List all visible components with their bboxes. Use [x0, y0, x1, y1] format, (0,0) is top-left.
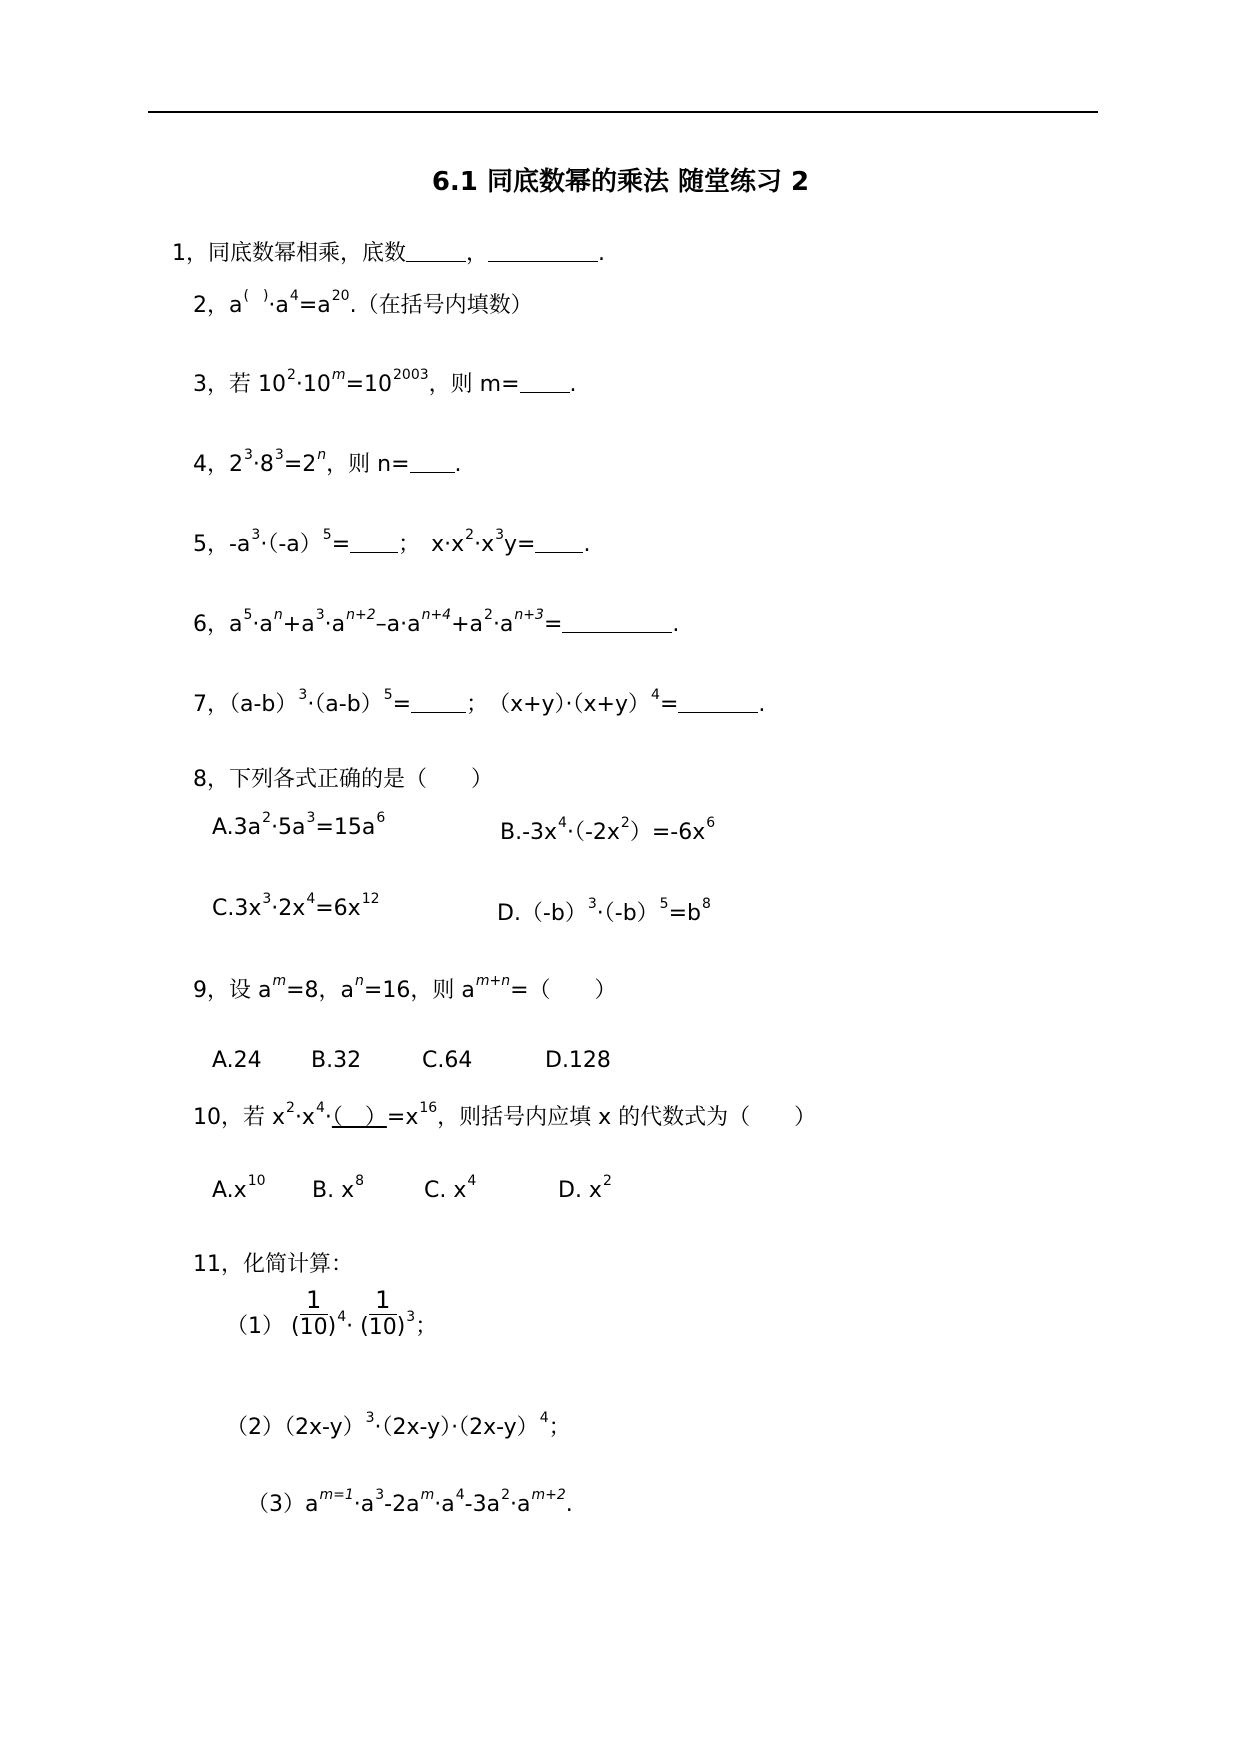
exponent: m [420, 1487, 435, 1503]
math-text: 1 [305, 1286, 322, 1314]
option-a[interactable] [212, 1173, 266, 1203]
option-d[interactable] [497, 896, 711, 927]
exponent: m [331, 367, 346, 383]
option-b[interactable] [312, 1173, 365, 1203]
math-text: 10，若 x [193, 1105, 286, 1130]
exponent-blank[interactable]: ( ) [243, 288, 269, 304]
answer-blank[interactable] [520, 374, 570, 393]
exponent: 2 [465, 527, 475, 543]
option-c[interactable] [212, 891, 380, 921]
math-text: =10 [345, 372, 392, 397]
math-text: . [565, 1492, 573, 1517]
question-11-part-2 [226, 1410, 571, 1441]
math-text: ，则 m= [428, 372, 520, 397]
math-text: C. x [424, 1178, 467, 1203]
exponent: 2 [602, 1173, 612, 1189]
math-text: 6，a [193, 612, 243, 637]
math-text: （3）a [247, 1492, 319, 1517]
math-text: ，则 n= [326, 452, 410, 477]
math-text: 1，同底数幂相乘，底数 [172, 241, 406, 266]
math-text: 3，若 10 [193, 372, 286, 397]
exponent: 2 [501, 1487, 510, 1503]
math-text: D. x [558, 1178, 602, 1203]
answer-blank[interactable] [488, 243, 598, 262]
exponent: m [272, 973, 287, 989]
exponent: 4 [467, 1173, 477, 1189]
math-text: ·a [492, 612, 514, 637]
exponent: 6 [706, 815, 716, 831]
math-text: =b [668, 901, 701, 926]
exponent: 5 [322, 527, 332, 543]
math-text: B. x [312, 1178, 355, 1203]
exponent: 3 [365, 1410, 375, 1426]
math-text: ·a [353, 1492, 375, 1517]
exponent: 3 [587, 896, 597, 912]
math-text: ； [415, 1314, 438, 1339]
exponent: 3 [298, 687, 308, 703]
math-text: ·（-b） [596, 901, 659, 926]
math-text: = [331, 532, 351, 557]
answer-blank[interactable] [562, 614, 672, 633]
math-text: +a [282, 612, 315, 637]
question-2 [193, 288, 533, 319]
exponent: 6 [376, 810, 386, 826]
answer-blank[interactable]: （ ） [331, 1105, 387, 1130]
math-text: ·（a-b） [307, 692, 383, 717]
exponent: 4 [289, 288, 299, 304]
math-text: .（在括号内填数） [349, 293, 533, 318]
math-text: 1 [375, 1286, 391, 1314]
exponent: 2 [287, 367, 296, 383]
exponent: 4 [315, 1100, 325, 1116]
math-text: ·2x [271, 896, 306, 921]
math-text: ·x [474, 532, 495, 557]
option-a[interactable] [212, 810, 386, 840]
math-text: -2a [384, 1492, 420, 1517]
math-text: 10 [368, 1315, 397, 1340]
question-1 [172, 236, 605, 267]
exponent: 4 [337, 1309, 347, 1325]
exponent: 3 [406, 1309, 416, 1325]
exponent: 4 [558, 815, 567, 831]
math-text: ( [291, 1314, 300, 1339]
math-text: 9，设 a [193, 978, 272, 1003]
exponent: 8 [355, 1173, 365, 1189]
answer-blank[interactable] [535, 534, 583, 553]
exponent: n [355, 973, 364, 989]
exponent: n [317, 447, 327, 463]
math-text: ·x [294, 1105, 315, 1130]
question-5 [193, 527, 590, 558]
question-9 [193, 973, 617, 1004]
math-text: =a [298, 293, 331, 318]
exponent: n+4 [421, 607, 452, 623]
exponent: 4 [651, 687, 660, 703]
exponent: 3 [315, 607, 325, 623]
question-6 [193, 607, 679, 638]
math-text: 5，-a [193, 532, 251, 557]
math-text: =6x [315, 896, 361, 921]
math-text: –a·a [375, 612, 421, 637]
math-text: C.3x [212, 896, 262, 921]
answer-blank[interactable] [411, 694, 466, 713]
math-text: . [569, 372, 577, 397]
math-text: B.-3x [500, 820, 558, 845]
option-d[interactable]: D.128 [545, 1048, 611, 1073]
math-text: ； x·x [398, 532, 465, 557]
math-text: =x [386, 1105, 419, 1130]
question-4 [193, 447, 462, 478]
math-text: . [598, 241, 606, 266]
question-7 [193, 687, 765, 718]
exponent: 3 [244, 447, 253, 463]
fraction [300, 1286, 328, 1340]
question-10 [193, 1100, 816, 1131]
question-11-stem: 11，化简计算： [193, 1252, 353, 1277]
answer-blank[interactable] [350, 534, 398, 553]
math-text: 7，（a-b） [193, 692, 298, 717]
math-text: A.3a [212, 815, 262, 840]
math-text: =8，a [286, 978, 355, 1003]
page-title: 6.1 同底数幂的乘法 随堂练习 2 [431, 167, 810, 197]
math-text: 4，2 [193, 452, 243, 477]
math-text: +a [451, 612, 484, 637]
math-text: ·8 [252, 452, 274, 477]
option-b[interactable]: B.32 [311, 1048, 362, 1073]
answer-blank[interactable] [678, 694, 758, 713]
math-text: = [392, 692, 412, 717]
exponent: 3 [495, 527, 505, 543]
math-text: ·（-2x [566, 820, 620, 845]
math-text: D.（-b） [497, 901, 587, 926]
exponent: 10 [247, 1173, 266, 1189]
exponent: 3 [262, 891, 272, 907]
answer-blank[interactable] [406, 243, 466, 262]
math-text: ) [327, 1314, 337, 1339]
exponent: n [273, 607, 283, 623]
exponent: 2 [262, 810, 272, 826]
math-text: = [659, 692, 679, 717]
math-text: ·a [324, 612, 346, 637]
math-text: ·（2x-y）·（2x-y） [374, 1415, 539, 1440]
math-text: ·a [252, 612, 273, 637]
math-text: （1） [226, 1314, 284, 1339]
exponent: 4 [306, 891, 316, 907]
exponent: n+2 [346, 607, 376, 623]
math-text: . [758, 692, 766, 717]
option-d[interactable] [558, 1173, 612, 1203]
exponent: m=1 [319, 1487, 354, 1503]
math-text: ) [396, 1314, 406, 1339]
math-text: -3a [464, 1492, 501, 1517]
question-8-stem: 8，下列各式正确的是（ ） [193, 767, 493, 792]
math-text: = [543, 612, 563, 637]
math-text: =15a [315, 815, 376, 840]
exponent: 4 [539, 1410, 549, 1426]
option-a[interactable]: A.24 [212, 1048, 262, 1073]
exponent: m+n [475, 973, 511, 989]
math-text: 10 [299, 1315, 328, 1340]
math-text: 2，a [193, 293, 243, 318]
fraction [369, 1286, 397, 1340]
math-text: =2 [283, 452, 317, 477]
question-11-part-3 [247, 1487, 573, 1518]
math-text: · [346, 1314, 354, 1339]
exponent: 2003 [393, 367, 429, 383]
math-text: y= [504, 532, 536, 557]
math-text: . [672, 612, 680, 637]
math-text: =16，则 a [363, 978, 475, 1003]
question-11-part-1 [226, 1286, 438, 1354]
exponent: 8 [702, 896, 711, 912]
math-text: · [324, 1105, 332, 1130]
header-rule [148, 111, 1098, 113]
exponent: 5 [659, 896, 669, 912]
math-text: =（ ） [510, 978, 617, 1003]
exponent: 20 [331, 288, 350, 304]
math-text: ； （x+y）·（x+y） [466, 692, 651, 717]
answer-blank[interactable] [410, 454, 455, 473]
math-text: ·（-a） [260, 532, 322, 557]
question-3 [193, 367, 577, 398]
exponent: 3 [375, 1487, 385, 1503]
math-text: . [454, 452, 462, 477]
math-text: ， [466, 241, 489, 266]
math-text: ，则括号内应填 x 的代数式为（ ） [437, 1105, 817, 1130]
exponent: 3 [306, 810, 316, 826]
math-text: . [583, 532, 591, 557]
math-text: ； [548, 1415, 571, 1440]
exponent: m+2 [531, 1487, 566, 1503]
option-c[interactable] [424, 1173, 477, 1203]
math-text: A.x [212, 1178, 247, 1203]
option-b[interactable] [500, 815, 715, 846]
exponent: 5 [243, 607, 253, 623]
exponent: 2 [484, 607, 493, 623]
math-text: ·10 [295, 372, 331, 397]
exponent: 3 [274, 447, 284, 463]
math-text: ·a [509, 1492, 531, 1517]
exponent: n+3 [514, 607, 544, 623]
exponent: 5 [383, 687, 393, 703]
exponent: 2 [620, 815, 630, 831]
exponent: 16 [419, 1100, 438, 1116]
exponent: 3 [251, 527, 261, 543]
exponent: 2 [286, 1100, 295, 1116]
option-c[interactable]: C.64 [422, 1048, 473, 1073]
exponent: 4 [455, 1487, 465, 1503]
math-text: （2）（2x-y） [226, 1415, 365, 1440]
math-text: ·5a [271, 815, 306, 840]
exponent: 12 [361, 891, 380, 907]
math-text: ·a [268, 293, 289, 318]
math-text: ）=-6x [629, 820, 706, 845]
math-text: ( [360, 1314, 369, 1339]
math-text: ·a [434, 1492, 455, 1517]
